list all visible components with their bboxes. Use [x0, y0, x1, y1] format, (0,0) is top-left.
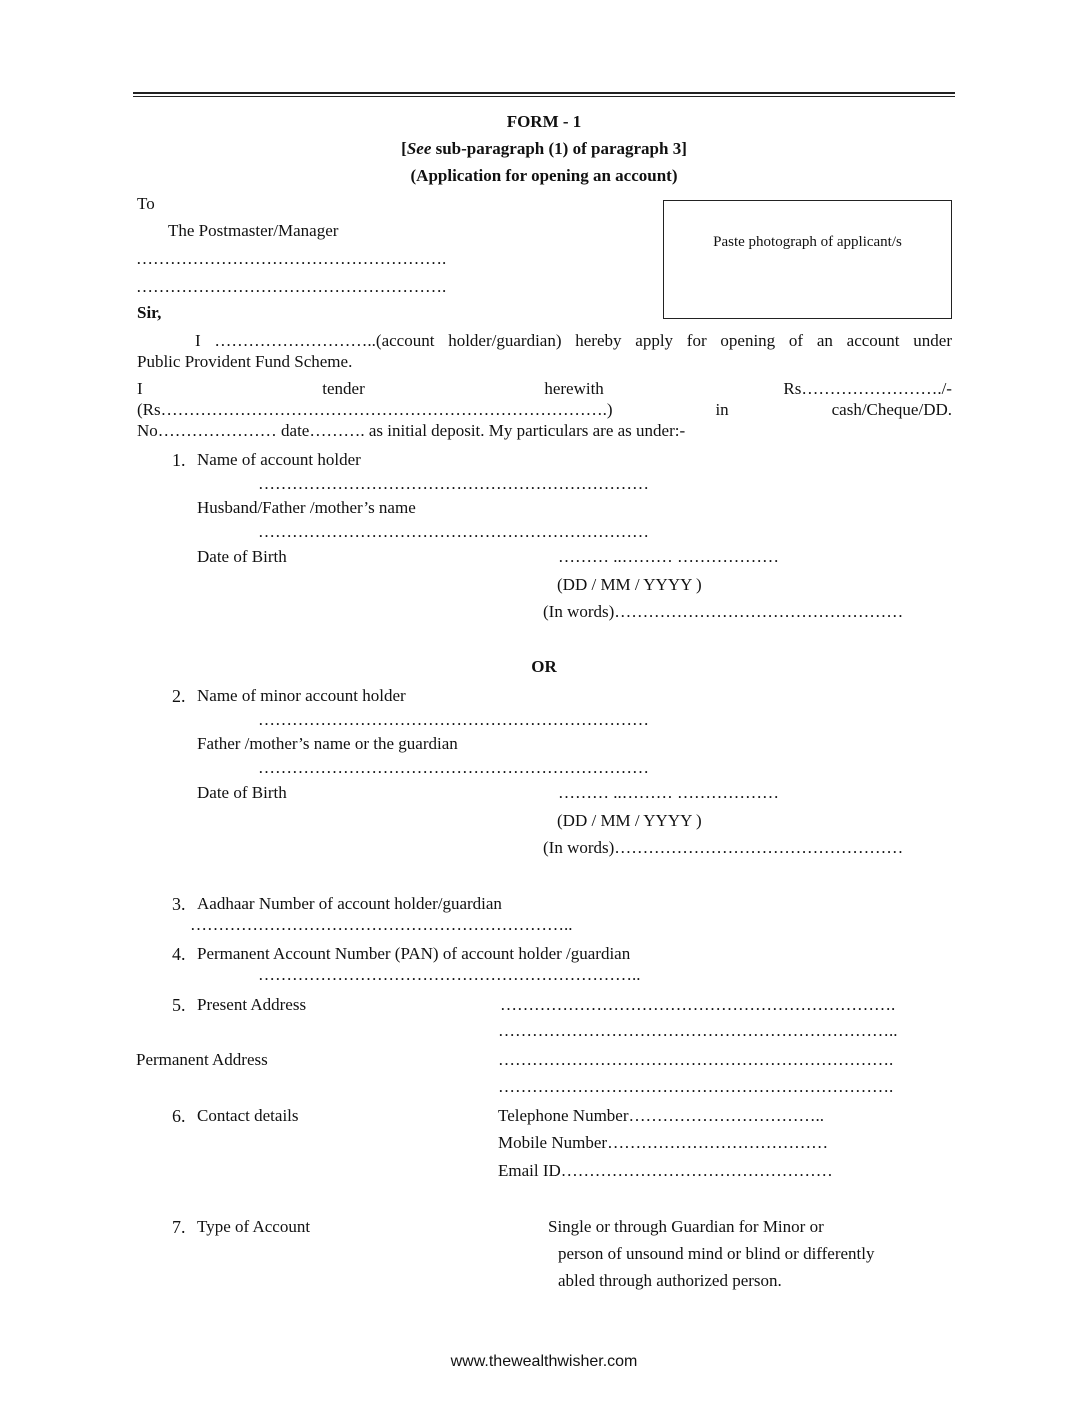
minor-dob-field[interactable]: ……… ..……… ………………	[558, 783, 779, 802]
parent-name-field[interactable]: ……………………………………………………………	[258, 522, 649, 541]
minor-dob-label: Date of Birth	[197, 783, 287, 802]
parent-name-label: Husband/Father /mother’s name	[197, 498, 416, 517]
minor-dob-format: (DD / MM / YYYY )	[557, 811, 702, 830]
email-field[interactable]: Email ID…………………………………………	[498, 1161, 833, 1180]
intro-line-2: Public Provident Fund Scheme.	[137, 352, 353, 371]
item-5-number: 5.	[172, 995, 186, 1015]
item-6-number: 6.	[172, 1106, 186, 1126]
item-3-number: 3.	[172, 894, 186, 914]
see-emphasis: See	[406, 139, 432, 158]
tender-word-1: I	[137, 379, 143, 398]
mobile-field[interactable]: Mobile Number…………………………………	[498, 1133, 829, 1152]
form-reference: [See sub-paragraph (1) of paragraph 3]	[401, 139, 687, 158]
item-4-label: Permanent Account Number (PAN) of account holder /guardian	[197, 944, 631, 963]
permanent-address-label: Permanent Address	[136, 1050, 268, 1069]
item-4-number: 4.	[172, 944, 186, 964]
item-2-label: Name of minor account holder	[197, 686, 406, 705]
photo-box[interactable]	[663, 200, 952, 319]
deposit-line[interactable]: No………………… date………. as initial deposit. My particulars are as under:-	[137, 421, 686, 440]
guardian-name-label: Father /mother’s name or the guardian	[197, 734, 458, 753]
account-type-line-2: person of unsound mind or blind or differently	[558, 1244, 875, 1263]
recipient: The Postmaster/Manager	[168, 221, 339, 240]
minor-dob-in-words-field[interactable]: (In words)……………………………………………	[543, 838, 904, 857]
item-3-label: Aadhaar Number of account holder/guardian	[197, 894, 502, 913]
account-type-line-3: abled through authorized person.	[558, 1271, 782, 1290]
address-line-2[interactable]: ……………………………………………….	[136, 277, 447, 296]
top-rule-thin	[133, 96, 955, 97]
intro-line-1-text: I ………………………..(account holder/guardian) hereby apply for opening of an account under	[195, 331, 952, 350]
photo-box-label: Paste photograph of applicant/s	[713, 234, 902, 250]
form-subtitle: (Application for opening an account)	[410, 166, 678, 185]
item-7-label: Type of Account	[197, 1217, 311, 1236]
dob-format: (DD / MM / YYYY )	[557, 575, 702, 594]
present-address-field-2[interactable]: ……………………………………………………………..	[498, 1021, 898, 1040]
footer-url[interactable]: www.thewealthwisher.com	[450, 1353, 638, 1370]
form-title: FORM - 1	[506, 112, 582, 131]
aadhaar-field[interactable]: …………………………………………………………..	[190, 915, 573, 934]
dob-label: Date of Birth	[197, 547, 287, 566]
rs-line	[137, 401, 952, 418]
pan-field[interactable]: …………………………………………………………..	[258, 965, 641, 984]
payment-mode: cash/Cheque/DD.	[831, 400, 952, 419]
account-type-line-1: Single or through Guardian for Minor or	[548, 1217, 824, 1236]
amount-in-words-field[interactable]: (Rs…………………………………………………………………….)	[137, 400, 613, 419]
permanent-address-field-1[interactable]: …………………………………………………………….	[498, 1050, 894, 1069]
present-address-field-1[interactable]: …………………………………………………………….	[500, 995, 896, 1014]
item-2-number: 2.	[172, 686, 186, 706]
permanent-address-field-2[interactable]: …………………………………………………………….	[498, 1077, 894, 1096]
minor-name-field[interactable]: ……………………………………………………………	[258, 710, 649, 729]
to-label: To	[137, 194, 155, 213]
address-line-1[interactable]: ……………………………………………….	[136, 249, 447, 268]
intro-line-1	[195, 332, 952, 349]
dob-field[interactable]: ……… ..……… ………………	[558, 547, 779, 566]
tender-line	[137, 380, 952, 397]
account-holder-name-field[interactable]: ……………………………………………………………	[258, 474, 649, 493]
dob-in-words-field[interactable]: (In words)……………………………………………	[543, 602, 904, 621]
top-rule	[133, 92, 955, 94]
item-6-label: Contact details	[197, 1106, 299, 1125]
tender-word-3: herewith	[544, 379, 604, 398]
or-separator: OR	[531, 657, 557, 676]
tender-amount-field[interactable]: Rs……………………./-	[783, 379, 952, 398]
item-1-number: 1.	[172, 450, 186, 470]
guardian-name-field[interactable]: ……………………………………………………………	[258, 758, 649, 777]
telephone-field[interactable]: Telephone Number……………………………..	[498, 1106, 825, 1125]
rs-line-in: in	[715, 400, 729, 419]
item-5-label: Present Address	[197, 995, 307, 1014]
item-7-number: 7.	[172, 1217, 186, 1237]
tender-word-2: tender	[322, 379, 365, 398]
item-1-label: Name of account holder	[197, 450, 361, 469]
salutation: Sir,	[137, 303, 162, 322]
